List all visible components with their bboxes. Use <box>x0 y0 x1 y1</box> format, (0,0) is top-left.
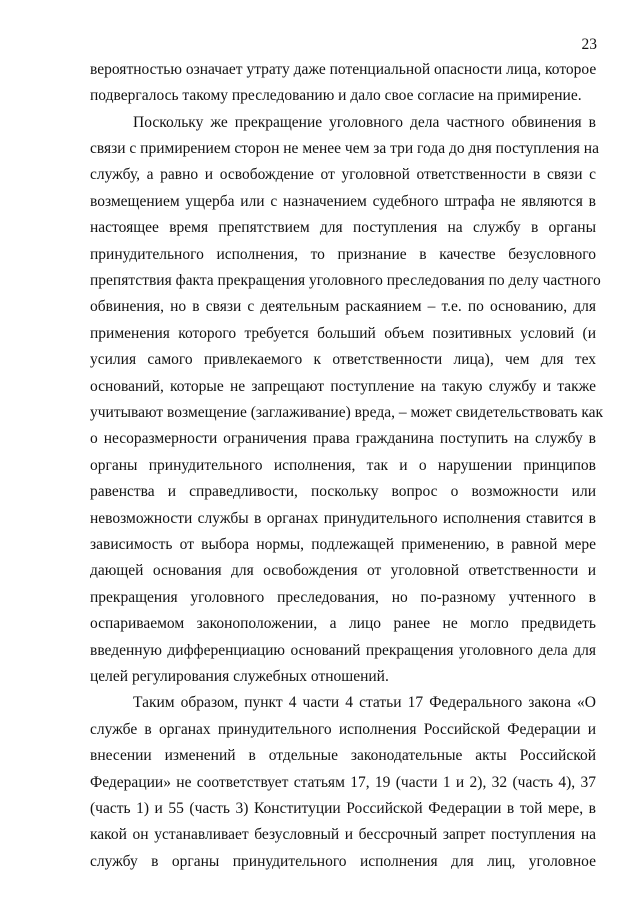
page-number: 23 <box>581 36 597 53</box>
